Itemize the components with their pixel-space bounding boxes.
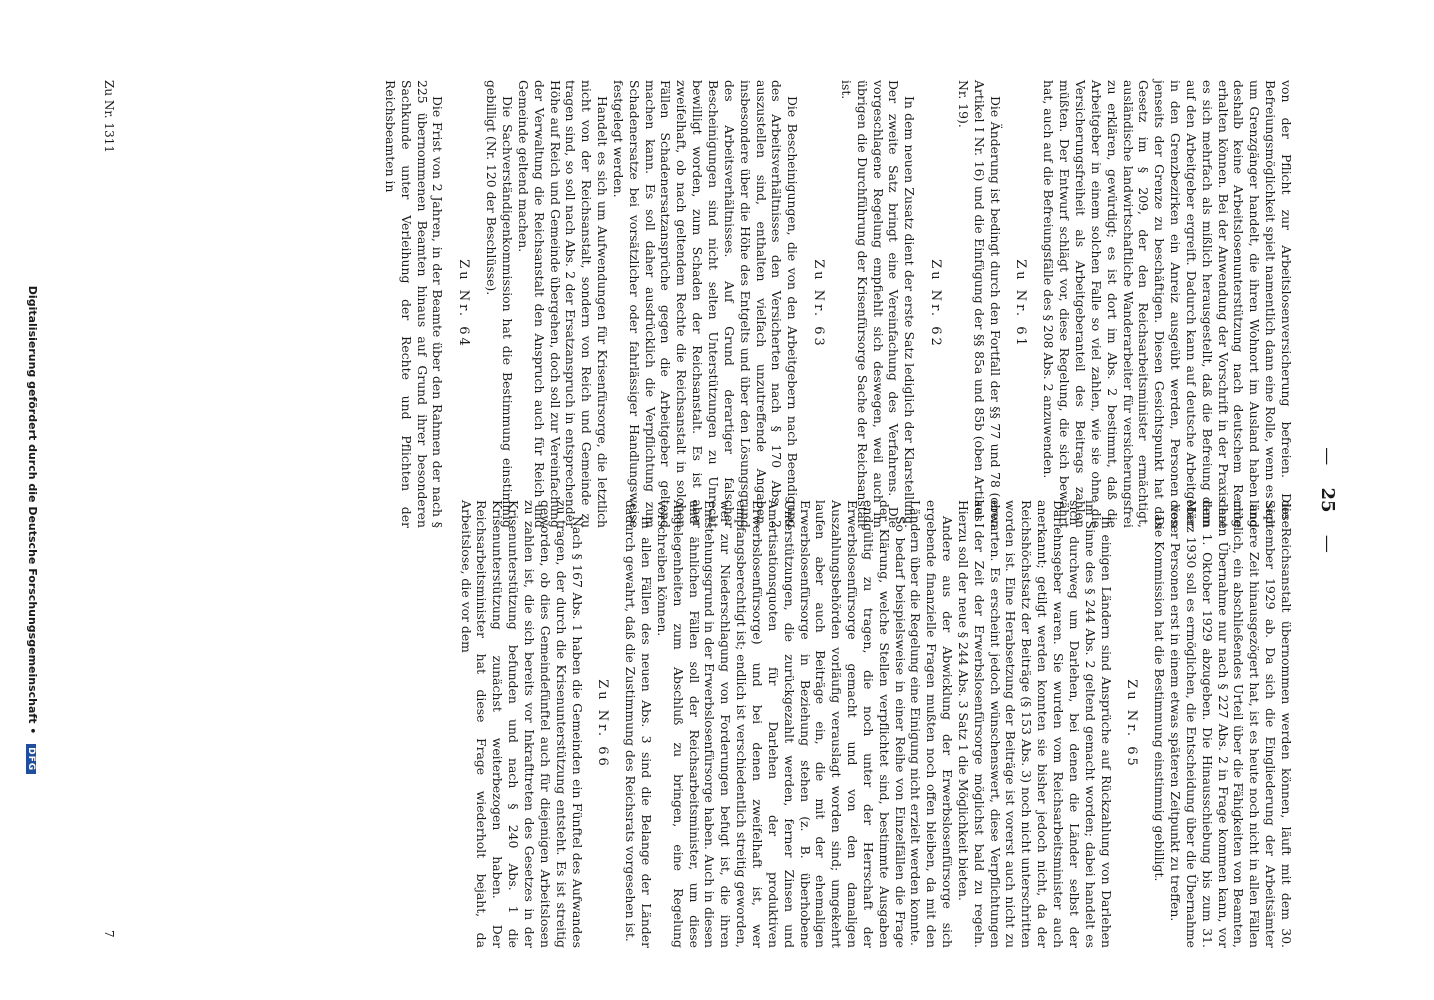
footer-reference: Zu Nr. 1311 bbox=[102, 80, 116, 153]
paragraph: In allen Fällen des neuen Abs. 3 sind die Belange der Länder dadurch gewahrt, daß die Zustimmung des Reichsrats vorgesehen ist. bbox=[623, 500, 655, 948]
header-dash-left: — bbox=[1317, 447, 1338, 466]
section-heading: Zu Nr. 61 bbox=[1013, 259, 1029, 349]
dfg-logo: DFG bbox=[26, 744, 36, 774]
page-header bbox=[1317, 0, 1338, 1000]
section-heading: Zu Nr. 63 bbox=[811, 259, 827, 349]
header-dash-right: — bbox=[1317, 534, 1338, 553]
page-number: 25 bbox=[1317, 487, 1338, 513]
paragraph: Die Änderung ist bedingt durch den Fortfall der §§ 77 und 78 (oben Artikel I Nr. 16) und die Einfügung der §§ 85a und 85b (oben Artikel I Nr. 19). bbox=[955, 80, 1003, 528]
digitization-credit bbox=[26, 90, 39, 970]
digitization-credit-text: Digitalisierung gefördert durch die Deutsche Forschungsgemeinschaft • bbox=[26, 285, 39, 735]
left-text-column bbox=[382, 80, 1294, 528]
section-heading: Zu Nr. 64 bbox=[456, 259, 472, 349]
paragraph: In einigen Ländern sind Ansprüche auf Rückzahlung von Darlehen im Sinne des § 244 Abs. 2 geltend gemacht worden; dabei handelt es sich durchweg um Darlehen, bei denen die Länder selbst der Darlehnsgeber waren. Sie wurden vom Reichsarbeitsminister auch anerkannt; getilgt werden konnten sie bisher jedoch nicht, da der Reichshöchstsatz der Beiträge (§ 153 Abs. 3) noch nicht unterschritten worden ist. Eine Herabsetzung der Beiträge ist vorerst auch nicht zu erwarten. Es erscheint jedoch wünschenswert, diese Verpflichtungen aus der Zeit der Erwerbslosenfürsorge möglichst bald zu regeln. Hierzu soll der neue § 244 Abs. 3 Satz 1 die Möglichkeit bieten. bbox=[955, 500, 1114, 948]
right-text-column bbox=[458, 500, 1294, 948]
section-heading: Zu Nr. 62 bbox=[928, 259, 944, 349]
paragraph: Die Kommission hat die Bestimmung einstimmig gebilligt. bbox=[1152, 516, 1168, 882]
paragraph: Die Bescheinigungen, die von den Arbeitgebern nach Beendigung des Arbeitsverhältnisses den Versicherten nach § 170 Abs. 2 auszustellen sind, enthalten vielfach unzutreffende Angaben, insbesondere über die Höhe des Entgelts und über den Lösungsgrund des Arbeitsverhältnisses. Auf Grund derartiger falscher Bescheinigungen sind nicht selten Unterstützungen zu Unrecht bewilligt worden, zum Schaden der Reichsanstalt. Es ist aber zweifelhaft, ob nach geltendem Rechte die Reichsanstalt in solchen Fällen Schadenersatzansprüche gegen die Arbeitgeber geltend machen kann. Es soll daher ausdrücklich die Verpflichtung zum Schadenersatze bei vorsätzlicher oder fahrlässiger Handlungsweise festgelegt werden. bbox=[610, 80, 801, 528]
paragraph: Die Sachverständigenkommission hat die Bestimmung einstimmig gebilligt (Nr. 120 der Beschlüsse). bbox=[484, 80, 516, 528]
paragraph: Handelt es sich um Aufwendungen für Krisenfürsorge, die letztlich nicht von der Reichsanstalt, sondern von Reich und Gemeinde zu tragen sind, so soll nach Abs. 2 der Ersatzanspruch in entsprechender Höhe auf Reich und Gemeinde übergehen, doch soll zur Vereinfachung der Verwaltung die Reichsanstalt den Anspruch auch für Reich und Gemeinde geltend machen. bbox=[515, 80, 611, 528]
section-heading: Zu Nr. 65 bbox=[1124, 679, 1140, 769]
paragraph: die Reichsanstalt übernommen werden können, läuft mit dem 30. September 1929 ab. Da sich die Eingliederung der Arbeitsämter längere Zeit hinausgezögert hat, ist es heute noch nicht in allen Fällen möglich, ein abschließendes Urteil über die Fähigkeiten von Beamten, deren Übernahme nur nach § 227 Abs. 2 in Frage kommen kann, vor dem 1. Oktober 1929 abzugeben. Die Hinausschiebung bis zum 31. März 1930 soll es ermöglichen, die Entscheidung über die Übernahme dieser Personen erst in einem etwas späteren Zeitpunkt zu treffen. bbox=[1168, 500, 1294, 948]
paragraph: Nach § 167 Abs. 1 haben die Gemeinden ein Fünftel des Aufwandes zu tragen, der durch die Krisenunterstützung entsteht. Es ist streitig geworden, ob dies Gemeindefünftel auch für diejenigen Arbeitslosen zu zahlen ist, die sich bereits vor Inkrafttreten des Gesetzes in der Krisenunterstützung befunden und nach § 240 Abs. 1 die Krisenunterstützung zunächst weiterbezogen haben. Der Reichsarbeitsminister hat diese Frage wiederholt bejaht, da Arbeitslose, die vor dem bbox=[458, 500, 585, 948]
paragraph: von der Pflicht zur Arbeitslosenversicherung befreien. Diese Befreiungsmöglichkeit spielt namentlich dann eine Rolle, wenn es sich um Grenzgänger handelt, die ihren Wohnort im Ausland haben und deshalb keine Arbeitslosenunterstützung nach deutschem Rechte erhalten können. Bei der Anwendung der Vorschrift in der Praxis hat es sich mehrfach als mißlich herausgestellt, daß die Befreiung dann auf den Arbeitgeber ergreift. Dadurch kann auf deutsche Arbeitgeber in den Grenzbezirken ein Anreiz ausgeübt werden, Personen von jenseits der Grenze zu beschäftigen. Diesen Gesichtspunkt hat das Gesetz im § 209, der den Reichsarbeitsminister ermächtigt, ausländische landwirtschaftliche Wanderarbeiter für versicherungsfrei zu erklären, gewürdigt; es ist dort im Abs. 2 bestimmt, daß die Arbeitgeber in einem solchen Falle so viel zahlen, wie sie ohne die Versicherungsfreiheit als Arbeitgeberanteil des Beitrags zahlen müßten. Der Entwurf schlägt vor, diese Regelung, die sich bewährt hat, auch auf die Befreiungsfälle des § 208 Abs. 2 anzuwenden. bbox=[1041, 80, 1294, 528]
paragraph: In dem neuen Zusatz dient der erste Satz lediglich der Klarstellung. Der zweite Satz bringt eine Vereinfachung des Verfahrens. Die vorgeschlagene Regelung empfiehlt sich deswegen, weil auch im übrigen die Durchführung der Krisenfürsorge Sache der Reichsanstalt ist. bbox=[838, 80, 918, 528]
paragraph: So bedarf beispielsweise in einer Reihe von Einzelfällen die Frage der Klärung, welche Stellen verpflichtet sind, bestimmte Ausgaben endgültig zu tragen, die noch unter der Herrschaft der Erwerbslosenfürsorge gemacht und von den damaligen Auszahlungsbehörden vorläufig verauslagt worden sind; umgekehrt laufen aber auch Beiträge ein, die mit der ehemaligen Erwerbslosenfürsorge in Beziehung stehen (z. B. überhobene Unterstützungen, die zurückgezahlt werden, ferner Zinsen und Amortisationsquoten für Darlehen der produktiven Erwerbslosenfürsorge) und bei denen zweifelhaft ist, wer empfangsberechtigt ist; endlich ist verschiedentlich streitig geworden, wer zur Niederschlagung von Forderungen befugt ist, die ihren Entstehungsgrund in der Erwerbslosenfürsorge haben. Auch in diesen und ähnlichen Fällen soll der Reichsarbeitsminister, um diese Angelegenheiten zum Abschluß zu bringen, eine Regelung vorschreiben können. bbox=[654, 500, 908, 948]
paragraph: Die Frist von 2 Jahren, in der Beamte über den Rahmen der nach § 225 übernommenen Beamten hinaus auf Grund ihrer besonderen Sachkunde unter Verleihung der Rechte und Pflichten der Reichsbeamten in bbox=[382, 80, 446, 528]
footer-sheet-number: 7 bbox=[102, 930, 116, 938]
section-heading: Zu Nr. 66 bbox=[595, 679, 611, 769]
paragraph: Andere aus der Abwicklung der Erwerbslosenfürsorge sich ergebende finanzielle Fragen mußten noch offen bleiben, da mit den Ländern über die Regelung eine Einigung nicht erzielt werden konnte. bbox=[908, 500, 956, 948]
